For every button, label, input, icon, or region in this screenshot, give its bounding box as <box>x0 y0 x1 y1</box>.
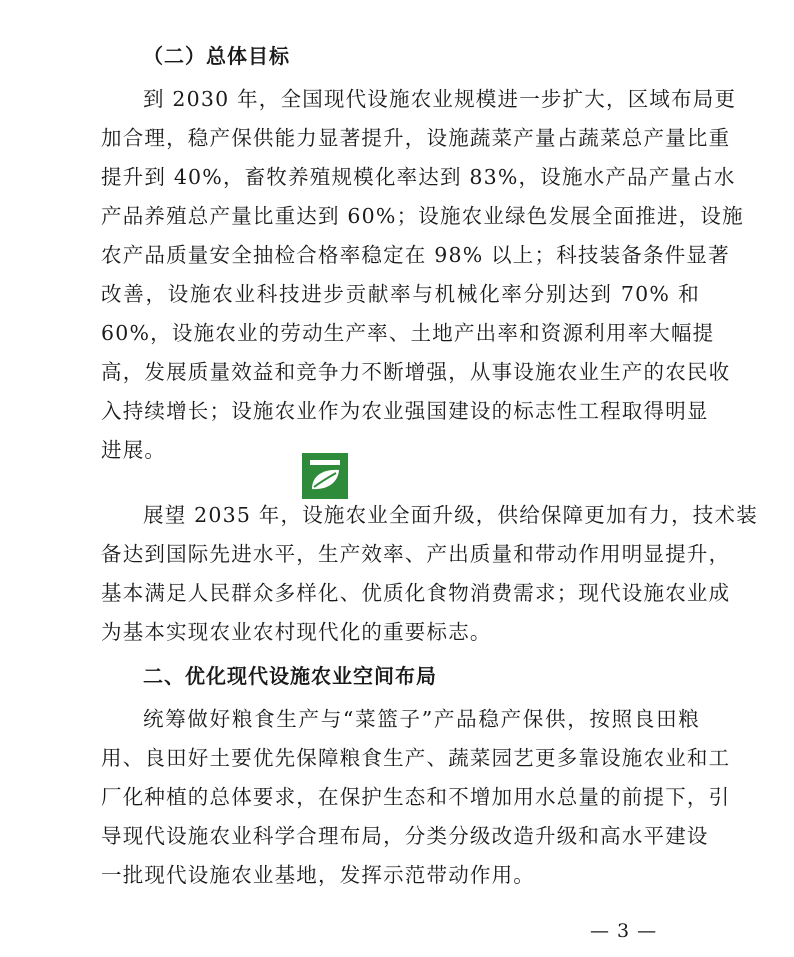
section-heading-spatial-layout: 二、优化现代设施农业空间布局 <box>143 664 437 688</box>
text-line: 基本满足人民群众多样化、优质化食物消费需求；现代设施农业成 <box>101 581 731 605</box>
text-line: 进展。 <box>101 438 167 462</box>
text-line: 厂化种植的总体要求，在保护生态和不增加用水总量的前提下，引 <box>101 785 731 809</box>
text-line: 改善，设施农业科技进步贡献率与机械化率分别达到 70% 和 <box>101 282 700 306</box>
text-line: 统筹做好粮食生产与“菜篮子”产品稳产保供，按照良田粮 <box>143 707 700 731</box>
text-line: 产品养殖总产量比重达到 60%；设施农业绿色发展全面推进，设施 <box>101 204 744 228</box>
text-line: 到 2030 年，全国现代设施农业规模进一步扩大，区域布局更 <box>143 87 737 111</box>
text-line: 加合理，稳产保供能力显著提升，设施蔬菜产量占蔬菜总产量比重 <box>101 126 731 150</box>
text-line: 提升到 40%，畜牧养殖规模化率达到 83%，设施水产品产量占水 <box>101 165 736 189</box>
section-heading-overall-goals: （二）总体目标 <box>143 44 290 68</box>
text-line: 农产品质量安全抽检合格率稳定在 98% 以上；科技装备条件显著 <box>101 243 730 267</box>
text-line: 为基本实现农业农村现代化的重要标志。 <box>101 620 492 644</box>
text-line: 一批现代设施农业基地，发挥示范带动作用。 <box>101 863 535 887</box>
text-line: 用、良田好土要优先保障粮食生产、蔬菜园艺更多靠设施农业和工 <box>101 746 731 770</box>
text-line: 高，发展质量效益和竞争力不断增强，从事设施农业生产的农民收 <box>101 360 731 384</box>
text-line: 导现代设施农业科学合理布局，分类分级改造升级和高水平建设 <box>101 824 709 848</box>
leaf-logo-icon <box>302 453 348 499</box>
page-number: — 3 — <box>590 920 658 942</box>
text-line: 入持续增长；设施农业作为农业强国建设的标志性工程取得明显 <box>101 399 709 423</box>
text-line: 展望 2035 年，设施农业全面升级，供给保障更加有力，技术装 <box>143 503 758 527</box>
text-line: 备达到国际先进水平，生产效率、产出质量和带动作用明显提升， <box>101 542 731 566</box>
text-line: 60%，设施农业的劳动生产率、土地产出率和资源利用率大幅提 <box>101 321 715 345</box>
